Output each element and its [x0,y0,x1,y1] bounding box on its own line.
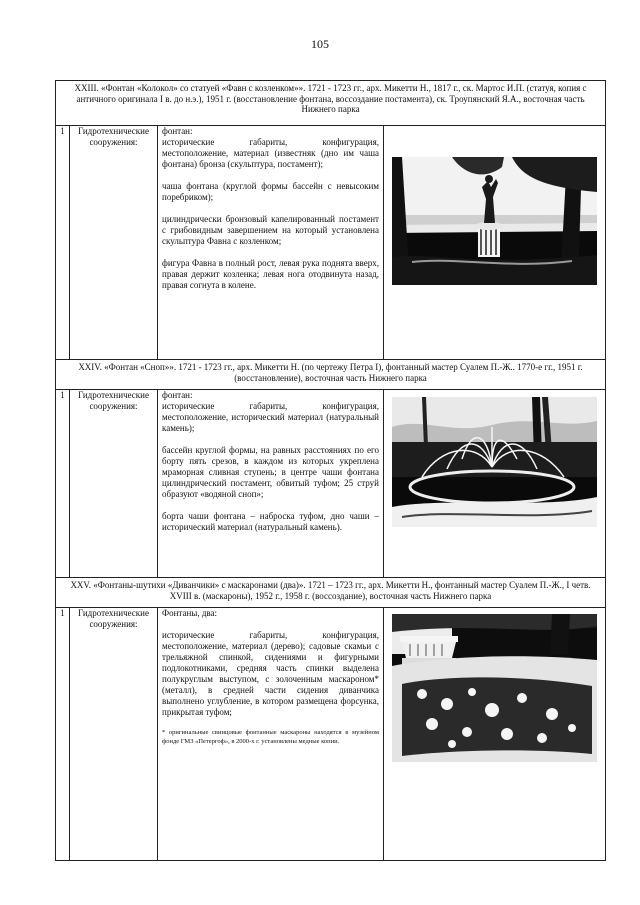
object-type: Гидротехнические сооружения: [70,126,158,360]
object-type: Гидротехнические сооружения: [70,608,158,861]
section-header-xxiii [56,81,606,126]
description-paragraph: исторические габариты, конфигурация, местоположение, материал (дерево); садовые скамьи с трельяжной спинкой, сидениями и фигурными подлокотниками, средняя часть спинки выделена полукруглым выступом, с золоченным маскароном* (металл), в средней части сидения диванчика выполнено углубление, в котором размещена форсунка, прикрытая туфом; [162,630,379,717]
footnote: * оригинальные свинцовые фонтанные маскароны находятся в музейном фонде ГМЗ «Петергоф», в 2000-х г. установлены медные копии. [162,729,379,745]
photo-cell [384,608,606,861]
description-paragraph: фигура Фавна в полный рост, левая рука поднята вверх, правая держит козленка; левая нога отодвинута назад, правая согнута в колене. [162,258,379,290]
object-type: Гидротехнические сооружения: [70,390,158,578]
object-description [158,608,384,861]
table-row [56,608,606,861]
description-paragraph: бассейн круглой формы, на равных расстояниях по его борту пять срезов, в каждом из которых укреплена мраморная сливная ступень; в центре чаши фонтана цилиндрический постамент, обвитый туфом; 25 струй образуют «водяной сноп»; [162,445,379,499]
section-header-xxv [56,578,606,608]
section-header-xxiv [56,360,606,390]
description-paragraph: исторические габариты, конфигурация, местоположение, исторический материал (натуральный камень); [162,401,379,433]
divanchiki-fountain-photo [392,614,597,762]
row-number: 1 [56,390,70,578]
description-paragraph: борта чаши фонтана – наброска туфом, дно чаши – исторический материал (натуральный камень). [162,511,379,532]
section-title: XXIII. «Фонтан «Колокол» со статуей «Фавн с козленком»». 1721 - 1723 гг., арх. Микетти Н., 1817 г., ск. Мартос И.П. (статуя, копия с античного оригинала I в. до н.э.), 1951 г. (восстановление фонтана, воссоздание постамента), ск. Троупянский Я.А., восточная часть Нижнего парка [56,81,606,126]
object-description [158,390,384,578]
object-label: фонтан: [162,390,193,400]
page-number: 105 [311,37,329,51]
section-title: XXIV. «Фонтан «Сноп»». 1721 - 1723 гг., арх. Микетти Н. (по чертежу Петра I), фонтанный мастер Суалем П.-Ж.. 1770-е гг., 1951 г. (восстановление), восточная часть Нижнего парка [56,360,606,390]
table-row [56,390,606,578]
description-paragraph: исторические габариты, конфигурация, местоположение, материал (известняк (дно им чаша фонтана) бронза (скульптура, постамент); [162,137,379,169]
object-label: Фонтаны, два: [162,608,218,618]
row-number: 1 [56,126,70,360]
object-description [158,126,384,360]
fountain-kolokol-photo [392,157,597,285]
fountain-snop-photo [392,397,597,527]
object-label: фонтан: [162,126,193,136]
section-title: XXV. «Фонтаны-шутихи «Диванчики» с маскаронами (два)». 1721 – 1723 гг., арх. Микетти Н., фонтанный мастер Суалем П.-Ж., I четв. XVIII в. (маскароны), 1952 г., 1958 г. (воссоздание), восточная часть Нижнего парка [56,578,606,608]
table-row [56,126,606,360]
photo-cell [384,126,606,360]
monuments-table [55,80,606,861]
photo-cell [384,390,606,578]
row-number: 1 [56,608,70,861]
description-paragraph: цилиндрически бронзовый капелированный постамент с грибовидным завершением на который установлена скульптура Фавна с козленком; [162,214,379,246]
description-paragraph: чаша фонтана (круглой формы бассейн с невысоким поребриком); [162,181,379,202]
